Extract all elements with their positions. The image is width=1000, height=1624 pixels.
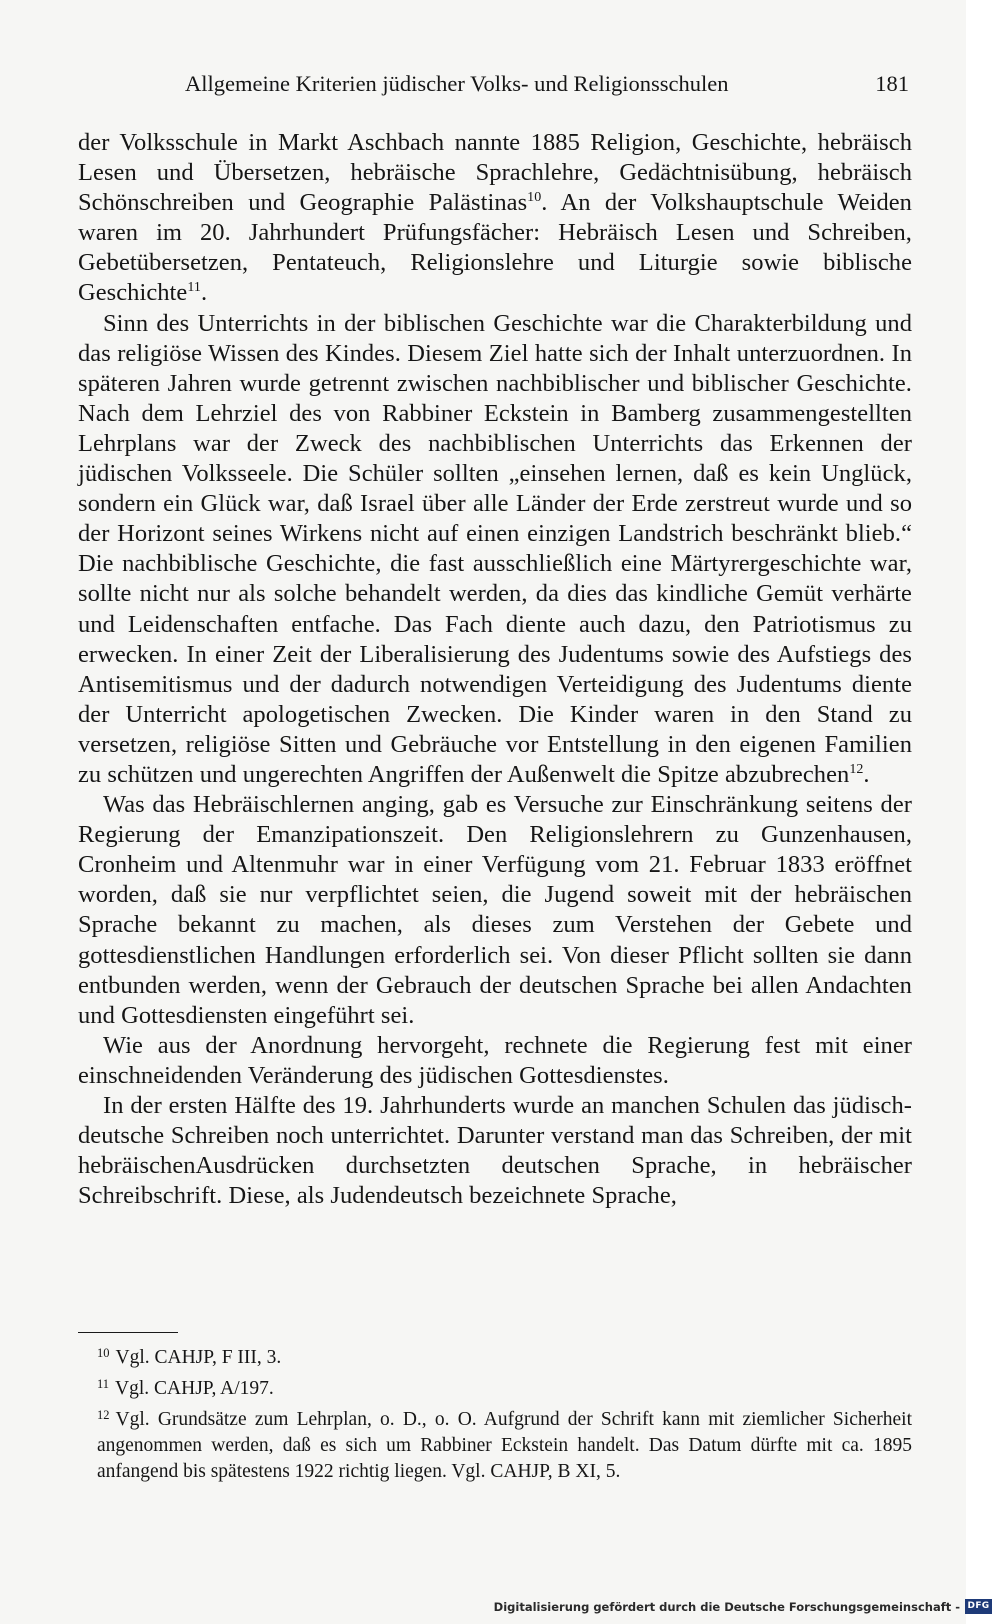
running-title: Allgemeine Kriterien jüdischer Volks- und Religionsschulen bbox=[185, 71, 729, 96]
paragraph bbox=[78, 1031, 912, 1091]
paragraph-text: In der ersten Hälfte des 19. Jahrhunderts wurde an manchen Schulen das jüdisch-deutsche Schreiben noch unterrichtet. Darunter verstand man das Schreiben, der mit hebräischenAusdrücken durchsetzten deutschen Sprache, in hebräischer Schreibschrift. Diese, als Judendeutsch bezeichnete Sprache, bbox=[78, 1092, 912, 1210]
digitization-note: Digitalisierung gefördert durch die Deutsche Forschungsgemeinschaft - bbox=[493, 1600, 960, 1614]
paragraph-text: . bbox=[863, 760, 870, 788]
footnote bbox=[78, 1402, 912, 1485]
page-number: 181 bbox=[875, 71, 909, 96]
footnote-text: Vgl. Grundsätze zum Lehrplan, o. D., o. O. Aufgrund der Schrift kann mit ziemlicher Sicherheit angenommen werden, daß es sich um Rabbiner Eckstein handelt. Das Datum dürfte mit ca. 1895 anfangend bis spätestens 1922 richtig liegen. Vgl. CAHJP, B XI, 5. bbox=[97, 1409, 912, 1482]
paragraph bbox=[78, 309, 912, 791]
footnote-number: 12 bbox=[97, 1408, 110, 1422]
paragraph-text: der Volksschule in Markt Aschbach nannte 1885 Religion, Geschichte, hebräisch Lesen und Übersetzen, hebräische Sprachlehre, Gedächtnisübung, hebräisch Schönschreiben und Geographie Palästinas bbox=[78, 129, 912, 217]
paragraph-text: . bbox=[200, 279, 208, 307]
footnote-marker: 10 bbox=[527, 190, 542, 206]
paragraph-text: . An der Volkshauptschule Weiden waren im 20. Jahrhundert Prüfungsfächer: Hebräisch Lesen und Schreiben, Gebetübersetzen, Pentateuch, Religionslehre und Liturgie sowie biblische Geschichte bbox=[78, 189, 912, 307]
scan-margin bbox=[966, 0, 1000, 1624]
paragraph-text: Sinn des Unterrichts in der biblischen Geschichte war die Charakterbildung und das religiöse Wissen des Kindes. Diesem Ziel hatte sich der Inhalt unterzuordnen. In späteren Jahren wurde getrennt zwischen nachbiblischer und biblischer Geschichte. Nach dem Lehrziel des von Rabbiner Eckstein in Bamberg zusammengestellten Lehrplans war der Zweck des nachbiblischen Unterrichts das Erkennen der jüdischen Volksseele. Die Schüler sollten „einsehen lernen, daß es kein Unglück, sondern ein Glück war, daß Israel über alle Länder der Erde zerstreut wurde und so der Horizont seines Wirkens nicht auf einen einzigen Landstrich beschränkt blieb.“ Die nachbiblische Geschichte, die fast ausschließlich eine Märtyrergeschichte war, sollte nicht nur als solche behandelt werden, da dies das kindliche Gemüt verhärte und Leidenschaften entfache. Das Fach diente auch dazu, den Patriotismus zu erwecken. In einer Zeit der Liberalisierung des Judentums sowie des Aufstiegs des Antisemitismus und der dadurch notwendigen Verteidigung des Judentums diente der Unterricht apologetischen Zwecken. Die Kinder waren in den Stand zu versetzen, religiöse Sitten und Gebräuche vor Entstellung in den eigenen Familien zu schützen und ungerechten Angriffen der Außenwelt die Spitze abzubrechen bbox=[78, 309, 912, 788]
paragraph-text: Was das Hebräischlernen anging, gab es Versuche zur Einschränkung seitens der Regierung der Emanzipationszeit. Den Religionslehrern zu Gunzenhausen, Cronheim und Altenmuhr war in einer Verfügung vom 21. Februar 1833 eröffnet worden, daß sie nur verpflichtet seien, die Jugend soweit mit der hebräischen Sprache bekannt zu machen, als dieses zum Verstehen der Gebete und gottesdienstlichen Handlungen erforderlich sei. Von dieser Pflicht sollten sie dann entbunden werden, wenn der Gebrauch der deutschen Sprache bei allen Andachten und Gottesdiensten eingeführt sei. bbox=[78, 791, 912, 1029]
body-text bbox=[78, 128, 912, 1211]
footnote-divider bbox=[78, 1332, 178, 1333]
paragraph-text: Wie aus der Anordnung hervorgeht, rechnete die Regierung fest mit einer einschneidenden Veränderung des jüdischen Gottesdienstes. bbox=[78, 1031, 912, 1089]
footnote-number: 10 bbox=[97, 1346, 110, 1360]
footnotes bbox=[78, 1340, 912, 1485]
footnote-number: 11 bbox=[97, 1377, 110, 1391]
footnote bbox=[78, 1371, 912, 1402]
footnote-text: Vgl. CAHJP, A/197. bbox=[115, 1378, 274, 1399]
dfg-logo: DFG bbox=[965, 1599, 992, 1614]
footnote-marker: 12 bbox=[849, 761, 864, 777]
paragraph bbox=[78, 128, 912, 309]
paragraph bbox=[78, 790, 912, 1031]
footnote-marker: 11 bbox=[187, 280, 201, 296]
paragraph bbox=[78, 1091, 912, 1211]
footnote-text: Vgl. CAHJP, F III, 3. bbox=[115, 1347, 282, 1368]
footnote bbox=[78, 1340, 912, 1371]
